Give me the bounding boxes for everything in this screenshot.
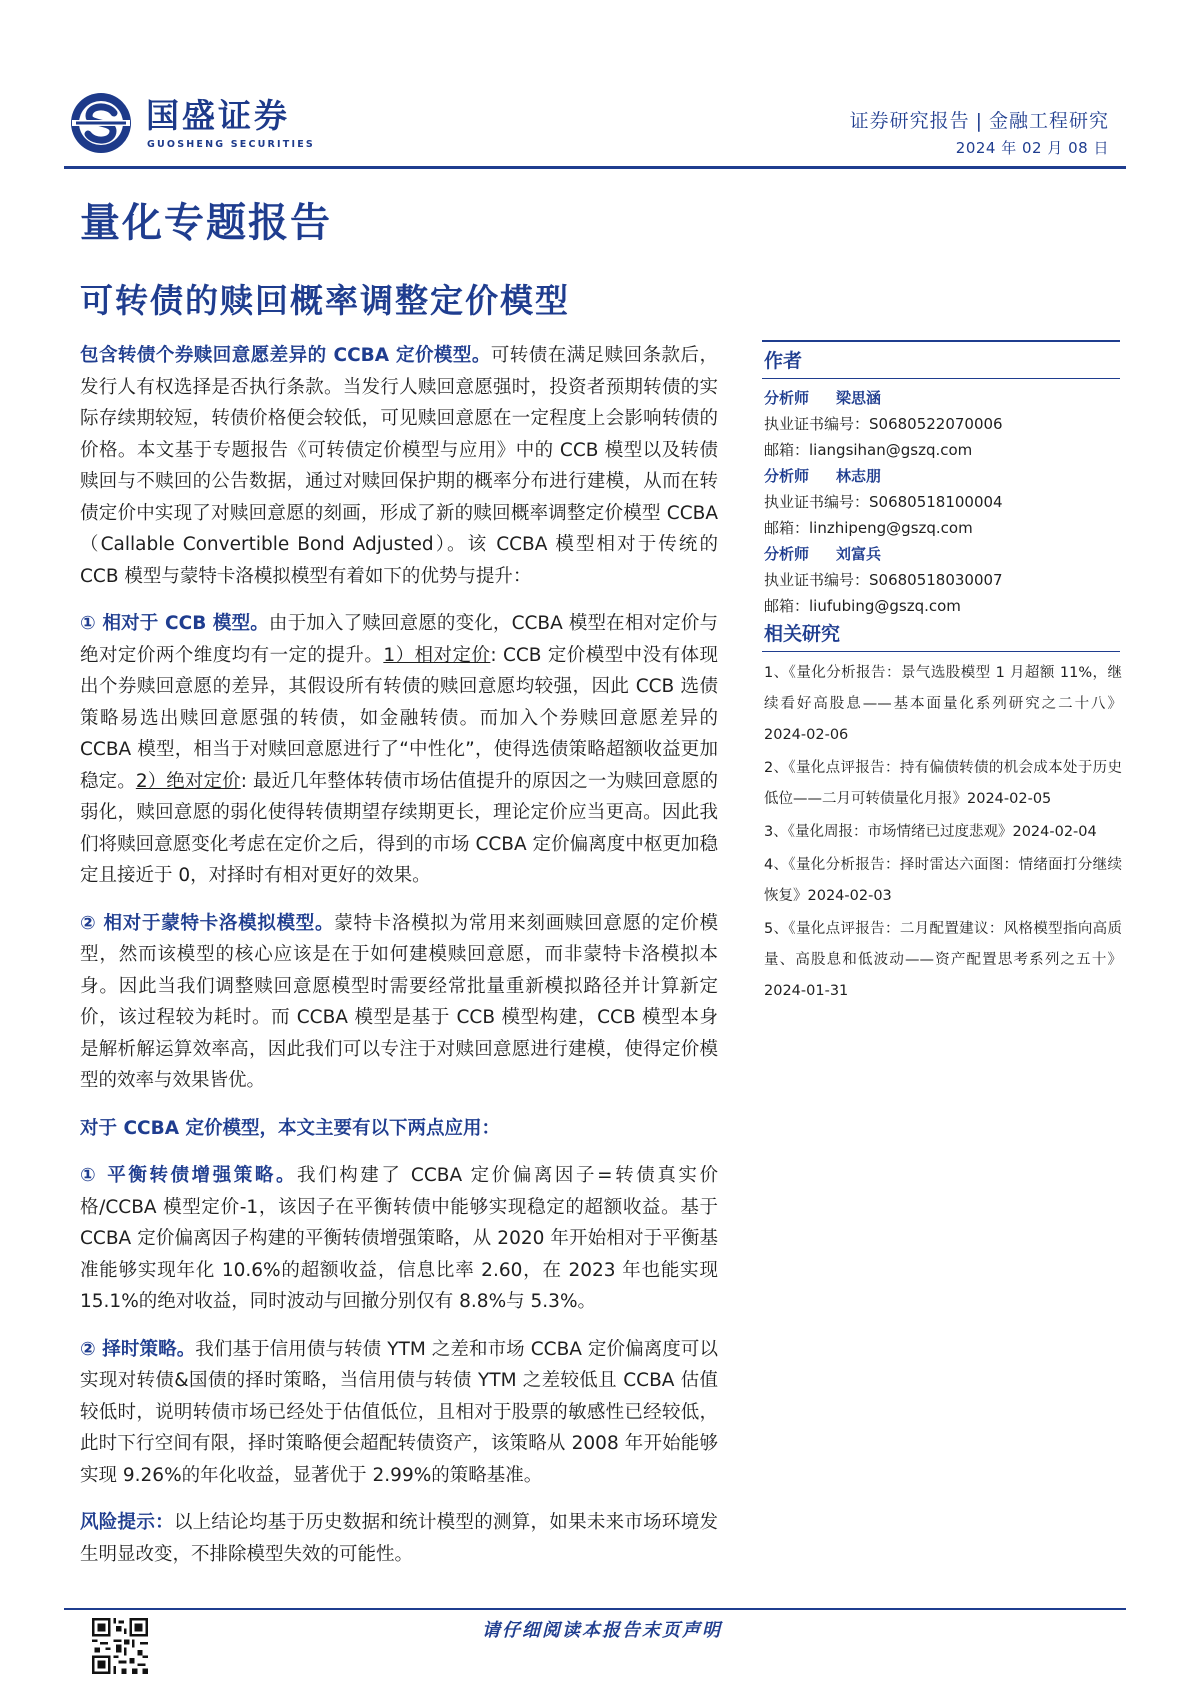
sidebar: [762, 340, 1122, 1007]
header-divider: [64, 166, 1126, 169]
analyst-role: 分析师: [764, 545, 810, 563]
paragraph-risk: [80, 1507, 718, 1570]
paragraph-text: 蒙特卡洛模拟为常用来刻画赎回意愿的定价模型，然而该模型的核心应该是在于如何建模赎回意愿，而非蒙特卡洛模拟本身。因此当我们调整赎回意愿模型时需要经常批量重新模拟路径并计算新定价，该过程较为耗时。而 CCBA 模型是基于 CCB 模型构建，CCB 模型本身是解析解运算效率高，因此我们可以专注于对赎回意愿进行建模，使得定价模型的效率与效果皆优。: [80, 912, 718, 1091]
cert-number: S0680522070006: [869, 415, 1003, 433]
analyst-cert-row: [764, 411, 1122, 437]
doc-type-heading: 量化专题报告: [80, 200, 332, 246]
cert-label: 执业证书编号：: [764, 493, 870, 511]
category-separator: |: [975, 110, 983, 132]
cert-number: S0680518100004: [869, 493, 1003, 511]
footer-divider: [64, 1608, 1126, 1610]
paragraph-lead: ① 平衡转债增强策略。: [80, 1165, 298, 1186]
paragraph-text: 我们构建了 CCBA 定价偏离因子=转债真实价格/CCBA 模型定价-1，该因子在平衡转债中能够实现稳定的超额收益。基于 CCBA 定价偏离因子构建的平衡转债增强策略，从 2020 年开始相对于平衡基准能够实现年化 10.6%的超额收益，信息比率 2.60，在 2023 年也能实现 15.1%的绝对收益，同时波动与回撤分别仅有 8.8%与 5.3%。: [80, 1165, 718, 1312]
related-report-item[interactable]: 5、《量化点评报告：二月配置建议：风格模型指向高质量、高股息和低波动——资产配置思考系列之五十》2024-01-31: [764, 921, 1122, 999]
report-date: 2024 年 02 月 08 日: [955, 139, 1109, 157]
paragraph-lead: ① 相对于 CCB 模型。: [80, 613, 269, 634]
email-label: 邮箱：: [764, 597, 810, 615]
main-body: [80, 340, 718, 1570]
paragraph-vs-monte-carlo: [80, 908, 718, 1097]
paragraph-intro: [80, 340, 718, 592]
subpoint-absolute-pricing: 2）绝对定价: [135, 770, 241, 792]
brand-logo-icon: [70, 92, 132, 154]
brand-name-cn: 国盛证券: [146, 96, 290, 135]
cert-label: 执业证书编号：: [764, 415, 870, 433]
authors-heading: 作者: [764, 350, 803, 372]
paragraph-text: 我们基于信用债与转债 YTM 之差和市场 CCBA 定价偏离度可以实现对转债&国债的择时策略，当信用债与转债 YTM 之差较低且 CCBA 估值较低时，说明转债市场已经处于估值低位，且相对于股票的敏感性已经较低，此时下行空间有限，择时策略便会超配转债资产，该策略从 2008 年开始能够实现 9.26%的年化收益，显著优于 2.99%的策略基准。: [80, 1338, 718, 1486]
analyst-email[interactable]: liangsihan@gszq.com: [809, 441, 973, 459]
authors-rule: [762, 378, 1120, 379]
analyst-email-row: [764, 437, 1122, 463]
analyst-cert-row: [764, 567, 1122, 593]
analyst-name-row: [764, 385, 1122, 411]
analyst-name: 林志朋: [836, 467, 882, 485]
footer-disclaimer: 请仔细阅读本报告末页声明: [482, 1620, 722, 1641]
analyst-name: 梁思涵: [836, 389, 882, 407]
analyst-name-row: [764, 541, 1122, 567]
doc-main-title: 可转债的赎回概率调整定价模型: [80, 281, 570, 320]
paragraph-applications-heading: 对于 CCBA 定价模型，本文主要有以下两点应用：: [80, 1117, 500, 1139]
related-report-item[interactable]: 4、《量化分析报告：择时雷达六面图：情绪面打分继续恢复》2024-02-03: [764, 857, 1122, 904]
qr-code-icon: [92, 1618, 148, 1674]
analyst-email-row: [764, 593, 1122, 619]
analyst-email[interactable]: liufubing@gszq.com: [809, 597, 961, 615]
related-rule: [762, 651, 1120, 652]
report-category: [850, 106, 1109, 133]
analyst-block: [762, 385, 1122, 463]
category-right: 金融工程研究: [988, 110, 1109, 132]
analyst-name: 刘富兵: [836, 545, 882, 563]
paragraph-text: : CCB 定价模型中没有体现出个券赎回意愿的差异，其假设所有转债的赎回意愿均较强，因此 CCB 选债策略易选出赎回意愿强的转债，如金融转债。而加入个券赎回意愿差异的 CCBA 模型，相当于对赎回意愿进行了“中性化”，使得选债策略超额收益更加稳定。: [80, 644, 718, 792]
paragraph-lead: 包含转债个券赎回意愿差异的 CCBA 定价模型。: [80, 345, 491, 366]
brand-name-en: GUOSHENG SECURITIES: [147, 139, 315, 150]
paragraph-lead: ② 相对于蒙特卡洛模拟模型。: [80, 912, 335, 934]
analyst-email[interactable]: linzhipeng@gszq.com: [809, 519, 973, 537]
analyst-role: 分析师: [764, 389, 810, 407]
related-research-heading: 相关研究: [764, 623, 841, 645]
paragraph-text: 以上结论均基于历史数据和统计模型的测算，如果未来市场环境发生明显改变，不排除模型失效的可能性。: [80, 1512, 718, 1565]
paragraph-text: 可转债在满足赎回条款后，发行人有权选择是否执行条款。当发行人赎回意愿强时，投资者预期转债的实际存续期较短，转债价格便会较低，可见赎回意愿在一定程度上会影响转债的价格。本文基于专题报告《可转债定价模型与应用》中的 CCB 模型以及转债赎回与不赎回的公告数据，通过对赎回保护期的概率分布进行建模，从而在转债定价中实现了对赎回意愿的刻画，形成了新的赎回概率调整定价模型 CCBA（Callable Convertible Bond Adjusted）。该 CCBA 模型相对于传统的 CCB 模型与蒙特卡洛模拟模型有着如下的优势与提升：: [80, 345, 718, 587]
paragraph-text: 由于加入了赎回意愿的变化，CCBA 模型在相对定价与绝对定价两个维度均有一定的提升。: [80, 613, 718, 666]
paragraph-balanced-strategy: [80, 1160, 718, 1318]
analyst-cert-row: [764, 489, 1122, 515]
analyst-role: 分析师: [764, 467, 810, 485]
paragraph-vs-ccb: [80, 608, 718, 892]
related-report-item[interactable]: 1、《量化分析报告：景气选股模型 1 月超额 11%，继续看好高股息——基本面量化系列研究之二十八》2024-02-06: [764, 665, 1122, 743]
category-left: 证券研究报告: [849, 110, 970, 132]
analyst-email-row: [764, 515, 1122, 541]
paragraph-lead: 风险提示：: [80, 1512, 174, 1533]
related-report-item[interactable]: 2、《量化点评报告：持有偏债转债的机会成本处于历史低位——二月可转债量化月报》2024-02-05: [764, 760, 1122, 807]
paragraph-text: : 最近几年整体转债市场估值提升的原因之一为赎回意愿的弱化，赎回意愿的弱化使得转债期望存续期更长，理论定价应当更高。因此我们将赎回意愿变化考虑在定价之后，得到的市场 CCBA 定价偏离度中枢更加稳定且接近于 0，对择时有相对更好的效果。: [80, 770, 718, 886]
email-label: 邮箱：: [764, 519, 810, 537]
analyst-block: [762, 463, 1122, 541]
related-report-item[interactable]: 3、《量化周报：市场情绪已过度悲观》2024-02-04: [764, 824, 1097, 840]
paragraph-timing-strategy: [80, 1334, 718, 1492]
sidebar-top-rule: [762, 340, 1120, 342]
analyst-block: [762, 541, 1122, 619]
cert-label: 执业证书编号：: [764, 571, 870, 589]
subpoint-relative-pricing: 1）相对定价: [383, 644, 491, 666]
related-research-list: [762, 658, 1122, 1007]
cert-number: S0680518030007: [869, 571, 1003, 589]
paragraph-lead: ② 择时策略。: [80, 1338, 196, 1360]
analyst-name-row: [764, 463, 1122, 489]
email-label: 邮箱：: [764, 441, 810, 459]
